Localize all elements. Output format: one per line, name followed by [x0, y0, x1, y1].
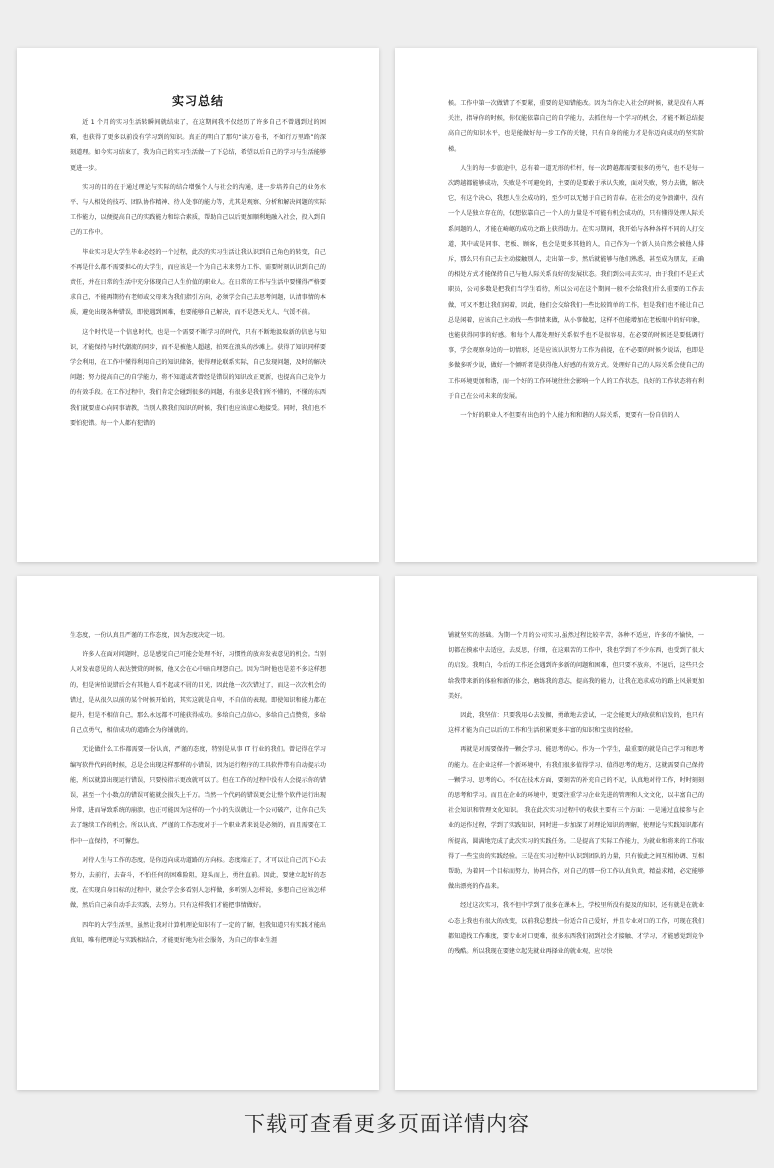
- paragraph: 毕业实习是大学生毕业必经的一个过程，此次的实习生活让我认识到自己角色的转变，自己不再是什么都不需要担心的大学生，而应该是一个为自己未来努力工作、需要时刻认识到自己的责任，并在日常的生活中充分体现自己人生价值的职业人。在日常的工作与生活中要懂得严格要求自己，不能再期待有老师或父母来为我们指引方向，必须学会自己去思考问题，认清事情的本质，避免出现各种错误，即使遇到困难，也要能够自己解决，而不是怨天尤人、气馁不前。: [70, 248, 326, 317]
- document-page-3: [17, 576, 379, 1090]
- paragraph: 再就是对需要保持一颗会学习、能思考的心。作为一个学生，最重要的就是自己学习和思考的能力。在企业这样一个新环境中，有我们很多值得学习、值得思考的地方，这就需要自己保持一颗学习、思考的心。不仅在技术方面，要刻苦的补充自己的不足，认真地对待工作，时时刻刻的思考和学习。而且在企业的环境中，更要注重学习企业先进的管理和人文文化，以丰富自己的社会知识和管理文化知识。 我在此次实习过程中的收获主要有三个方面：一是通过直接参与企业的运作过程，学到了实践知识，同时进一步加深了对理论知识的理解，使理论与实践知识都有所提高，圆满地完成了此次实习的实践任务。二是提高了实际工作能力，为就业和将来的工作取得了一些宝贵的实践经验。三是在实习过程中认识到团队的力量，只有彼此之间互相协调、互相帮助，为着同一个目标而努力，协同合作，对自己的那一份工作认真负责，精益求精，必定能够做出漂亮的作品来。: [448, 746, 704, 891]
- paragraph: 人生的每一步旅途中，总有着一道无形的栏杆，每一次跨越都需要很多的勇气，也不是每一次跨越都能够成功，失败是不可避免的，主要的是要敢于承认失败，面对失败，努力去做，解决它，有这个决心，我想人生会成功的，至少可以无憾于自己的青春。在社会的竞争浪潮中，没有一个人是独立存在的，仅想依靠自己一个人的力量是不可能有机会成功的，只有懂得处理人际关系问题的人，才能在崎岖的成功之路上获得助力。在实习期间，我开始与各种各样不同的人打交道，其中或是同事、老板、顾客，也会是更多其他的人，自己作为一个新人员自然会被他人排斥，那么只有自己去主动接触别人，走出第一步，然后就能够与他们熟悉，甚至成为朋友，正确的相处方式才能保持自己与他人际关系良好的发展状态。我们到公司去实习，由于我们不是正式职员，公司多数是把我们当学生看待，所以公司在这个期间一般不会给我们什么重要的工作去做，可又不想让我们闲着，因此，他们会交给我们一些比较简单的工作，但是我们也不能让自己总是闲着，应该自己主动找一些事情来做，从小事做起，这样不但能增加在老板眼中的好印象，也能获得同事的好感。和每个人都处理好关系似乎也不是很容易，在必要的时候还是要低调行事，学会观察身边的一切情形，还是应该认识努力工作为前提，在不必要的时候少说话，也即是多做多听少说，做好一个倾听者是获得他人好感的有效方式。处理好自己的人际关系会使自己的工作环境更加和谐，而一个好的工作环境往往会影响一个人的工作状态，良好的工作状态将有利于自己在公司未来的发展。: [448, 164, 704, 400]
- page-content: [448, 96, 704, 427]
- paragraph: 四年的大学生活里，虽然让我对计算机理论知识有了一定的了解，但我知道只有实践才能出真知，唯有把理论与实践相结合，才能更好地为社会服务，为自己的事业生涯: [70, 921, 326, 944]
- page-content: [448, 628, 704, 963]
- document-page-1: [17, 48, 379, 562]
- paragraph: 许多人在面对问题时，总是感觉自己可能会处理不好，习惯性的放弃发表意见的机会。当别人对发表意见的人表达赞赏的时候，他又会在心中暗自埋怨自己。因为当时他也是差不多这样想的，但是害怕说错后会有其他人看不起或不屑的目光，因此他一次次错过了，而这一次次机会的错过，是从很久以前的某个时候开始的，其实这就是自卑，不自信的表现。即使知识和能力都在提升，但是不相信自己，那么永远都不可能获得成功。多给自己点信心，多给自己点赞赏，多给自己点勇气，相信成功的道路会为你铺就的。: [70, 651, 326, 735]
- paragraph: 近 1 个月的实习生活转瞬间就结束了，在这期间我不仅经历了许多自己不曾遇到过的困难，也获得了更多以前没有学习到的知识。真正的明白了那句“读万卷书，不如行万里路”的深刻道理。如今实习结束了，我为自己的实习生活做一了下总结，希望以后自己的学习与生活能够更进一步。: [70, 119, 326, 172]
- paragraph: 候。工作中第一次做错了不要紧，重要的是知错能改。因为当你走入社会的时候，就是没有人再关注，指导你的时候，你仅能依靠自己的自学能力，去抓住每一个学习的机会，才能不断总结提高自己的知识水平，也是能做好每一步工作的关键，只有自身的能力才是你迈向成功的坚实阶梯。: [448, 100, 704, 153]
- document-page-2: [395, 48, 757, 562]
- page-content: [70, 92, 326, 435]
- paragraph: 生态度，一份认真且严谨的工作态度，因为态度决定一切。: [70, 632, 229, 639]
- download-more-caption[interactable]: 下载可查看更多页面详情内容: [244, 1112, 530, 1136]
- document-page-4: [395, 576, 757, 1090]
- page-content: [70, 628, 326, 952]
- paragraph: 经过这次实习，我不但中学到了很多在课本上，学校里所没有提及的知识，还有就是在就业心态上我也有很大的改变，以前我总想找一份适合自己爱好，并且专业对口的工作，可现在我们都知道找工作难度，要专业对口更难，很多东西我们初到社会才接触、才学习，才能感觉到竞争的残酷。所以我现在要建立起先就业再择业的就业观，应尽快: [448, 902, 704, 956]
- document-title: 实习总结: [171, 94, 224, 108]
- paragraph: 铺就坚实的基础。为期一个月的公司实习,虽然过程比较辛苦，各种不适应，许多的不愉快，一切都在摸索中去适应，去反思，仔细，在这艰苦的工作中，我也学到了不少东西，也受到了很大的启发。我明白，今后的工作还会遇到许多新的问题和困难，但只要不放弃，不退后，这些只会给我带来新的体验和新的体会，磨练我的意志，提高我的能力，让我在追求成功的路上风景更加美好。: [448, 632, 704, 700]
- paragraph: 实习的目的在于通过理论与实际的结合增强个人与社会的沟通，进一步培养自己的业务水平、与人相处的技巧、团队协作精神、待人处事的能力等，尤其是观察、分析和解决问题的实际工作能力，以便提高自己的实践能力和综合素质，帮助自己以后更加顺利地融入社会，投入到自己的工作中。: [70, 183, 326, 237]
- paragraph: 对待人生与工作的态度，是你迈向成功道路的方向标。态度端正了，才可以让自己沉下心去努力，去前行，去奋斗，不怕任何的困难险阻，迎头而上，勇往直前。因此，要建立起好的态度，在实现自身目标的过程中，就会学会多看别人怎样做，多听别人怎样说，多想自己应该怎样做，然后自己亲自动手去实践，去努力。只有这样我们才能把事情做好。: [70, 856, 326, 910]
- paragraph: 这个时代是一个信息时代，也是一个需要不断学习的时代，只有不断地汲取新的信息与知识，才能保持与时代潮流的同步，而不是被他人超越，拍死在浪头的沙滩上。获得了知识同样要学会利用，在工作中懂得利用自己的知识储备，使得理论联系实际，自己发现问题，及时的解决问题；努力提高自己的自学能力，将不知道或者曾经是错误的知识改正更新，也提高自己竞争力的有效手段。在工作过程中，我们肯定会碰到很多的问题，有很多是我们所不懂的，不懂的东西我们就要虚心向同事请教，当别人教我们知识的时候，我们也应该虚心地接受。同时，我们也不要怕犯错。每一个人都有犯错的: [70, 328, 326, 427]
- paragraph: 因此，我坚信：只要我用心去发掘，勇敢地去尝试，一定会能更大的收获和启发的，也只有这样才能为自己以后的工作和生活积累更多丰富的知识和宝贵的经验。: [448, 712, 704, 735]
- paragraph: 一个好的职业人不但要有出色的个人能力和和谐的人际关系，更要有一份自信的人: [460, 412, 680, 420]
- paragraph: 无论做什么工作都需要一份认真，严谨的态度，特别是从事 IT 行业的我们。曾记得在学习编写软件代码的时候，总是会出现这样那样的小错误，因为运行程序的工具软件带有自动提示功能，所以就算出现运行错误，只要按指示更改就可以了。但在工作的过程中没有人会提示你的错误，甚至一个小数点的错误可能就会损失上千万。当然一个代码的错误更会让整个软件运行出现异常，进而导致系统的崩溃，也正可能因为这样的一个小的失误就让一个公司破产，让你自己失去了继续工作的机会。所以认真、严谨的工作态度对于一个职业者来说是必须的，而且需要在工作中一直保持，不可懈怠。: [70, 746, 326, 845]
